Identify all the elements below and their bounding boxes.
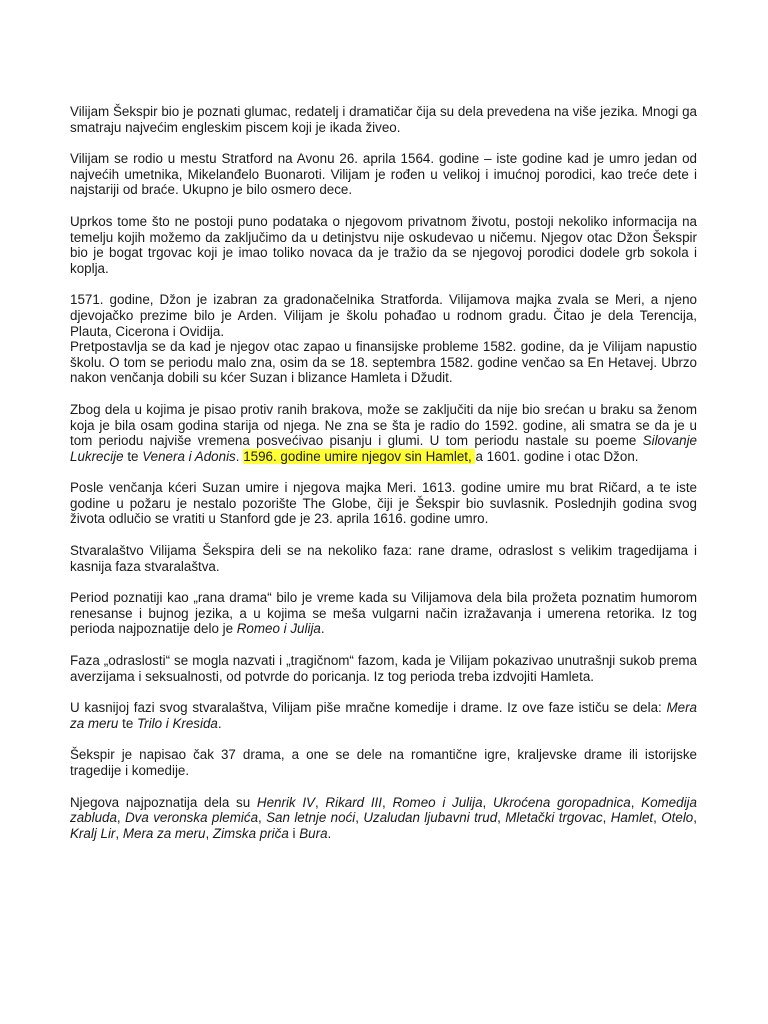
work-title: Silovanje Lukrecije [70,433,697,464]
paragraph-early-works-text: Zbog dela u kojima je pisao protiv ranih brakova, može se zaključiti da nije bio srećan u braku sa ženom koja je bila osam godina starija od njega. Ne zna se šta je radio do 1592. godine, ali smatra se da je u tom periodu najviše vremena posvećivao pisanju i glumi. U tom periodu nastale su poeme [70,401,697,449]
paragraph-drama-count: Šekspir je napisao čak 37 drama, a one se dele na romantične igre, kraljevske drame ili istorijske tragedije i komedije. [70,747,697,778]
work-title: San letnje noći [266,810,356,826]
paragraph-later-life: Posle venčanja kćeri Suzan umire i njegova majka Meri. 1613. godine umire mu brat Ričard, a te iste godine u požaru je nestalo pozorište The Globe, čiji je Šekspir bio suvlasnik. Poslednjih godina svog života odlučio se vratiti u Stanford gde je 23. aprila 1616. godine umro. [70,480,697,527]
work-title: Kralj Lir [70,825,116,841]
paragraph-intro: Vilijam Šekspir bio je poznati glumac, redatelj i dramatičar čija su dela prevedena na više jezika. Mnogi ga smatraju najvećim engleskim piscem koji je ikada živeo. [70,104,697,135]
paragraph-childhood: Uprkos tome što ne postoji puno podataka o njegovom privatnom životu, postoji nekoliko informacija na temelju kojih možemo da zaključimo da u detinjstvu nije oskudevao u ničemu. Njegov otac Džon Šekspir bio je bogat trgovac koji je imao toliko novaca da je tražio da se njegovoj porodici dodele grb sokola i koplja. [70,213,697,276]
work-title: Zimska priča [212,825,289,841]
paragraph-early-drama-text: Period poznatiji kao „rana drama“ bilo je vreme kada su Vilijamova dela bila prožeta poznatim humorom renesanse i bujnog jezika, a u kojima se meša vulgarni način izražavanja i umerena retorika. Iz tog perioda najpoznatije delo je [70,590,697,637]
paragraph-birth: Vilijam se rodio u mestu Stratford na Avonu 26. aprila 1564. godine – iste godine kad je umro jedan od najvećih umetnika, Mikelanđelo Buonaroti. Vilijam je rođen u velikoj i imućnoj porodici, kao treće dete i najstariji od braće. Ukupno je bilo osmero dece. [70,151,697,198]
work-title: Romeo i Julija [392,794,483,810]
paragraph-tragic-phase: Faza „odraslosti“ se mogla nazvati i „tragičnom“ fazom, kada je Vilijam pokazivao unutrašnji sukob prema averzijama i seksualnosti, od potvrde do poricanja. Iz tog perioda treba izdvojiti Hamleta. [70,653,697,684]
paragraph-late-phase-end: . [217,715,222,731]
paragraph-early-drama-end: . [320,621,325,637]
work-title: Otelo [661,810,694,826]
work-title: Bura [299,825,328,841]
work-title: Hamlet [610,810,654,826]
paragraph-famous-works [70,795,697,842]
paragraph-late-phase-text: U kasnijoj fazi svog stvaralaštva, Vilijam piše mračne komedije i drame. Iz ove faze ističu se dela: [70,700,667,716]
work-title: Mera za meru [122,825,206,841]
highlighted-text: 1596. godine umire njegov sin Hamlet, [243,448,476,464]
connector-text: te [118,715,137,731]
paragraph-early-works [70,402,697,464]
work-title: Dva veronska plemića [125,810,259,826]
paragraph-phases: Stvaralaštvo Vilijama Šekspira deli se na nekoliko faza: rane drame, odraslost s velikim tragedijama i kasnija faza stvaralaštva. [70,543,697,574]
connector-text: te [123,448,143,464]
work-title: Venera i Adonis [142,448,236,464]
work-title: Uzaludan ljubavni trud [363,810,498,826]
work-title: Ukroćena goropadnica [492,794,631,810]
works-list: Henrik IV, Rikard III, Romeo i Julija, Ukroćena goropadnica, Komedija zabluda, Dva veronska plemića, San letnje noći, Uzaludan ljubavni trud, Mletački trgovac, Hamlet, Otelo, Kralj Lir, Mera za meru, Zimska priča i Bura [70,794,697,841]
work-title: Komedija zabluda [70,794,697,826]
work-title: Rikard III [325,794,382,810]
paragraph-marriage: Pretpostavlja se da kad je njegov otac zapao u finansijske probleme 1582. godine, da je Vilijam napustio školu. O tom se periodu malo zna, osim da se 18. septembra 1582. godine venčao sa En Hetavej. Ubrzo nakon venčanja dobili su kćer Suzan i blizance Hamleta i Džudit. [70,339,697,386]
paragraph-famous-works-end: . [327,825,332,841]
work-title: Mletački trgovac [505,810,603,826]
document-body [70,104,697,857]
work-title: Mera za meru [70,700,697,731]
paragraph-late-phase [70,700,697,731]
paragraph-early-drama [70,590,697,637]
paragraph-father-mayor: 1571. godine, Džon je izabran za gradonačelnika Stratforda. Vilijamova majka zvala se Meri, a njeno djevojačko prezime bilo je Arden. Vilijam je školu pohađao u rodnom gradu. Čitao je dela Terencija, Plauta, Cicerona i Ovidija. [70,292,697,339]
work-title: Henrik IV [256,794,315,810]
work-title: Romeo i Julija [236,621,321,637]
paragraph-early-works-end: a 1601. godine i otac Džon. [475,448,639,464]
connector-text: . [235,448,244,464]
paragraph-famous-works-text: Njegova najpoznatija dela su [70,794,257,810]
work-title: Trilo i Kresida [136,715,218,731]
